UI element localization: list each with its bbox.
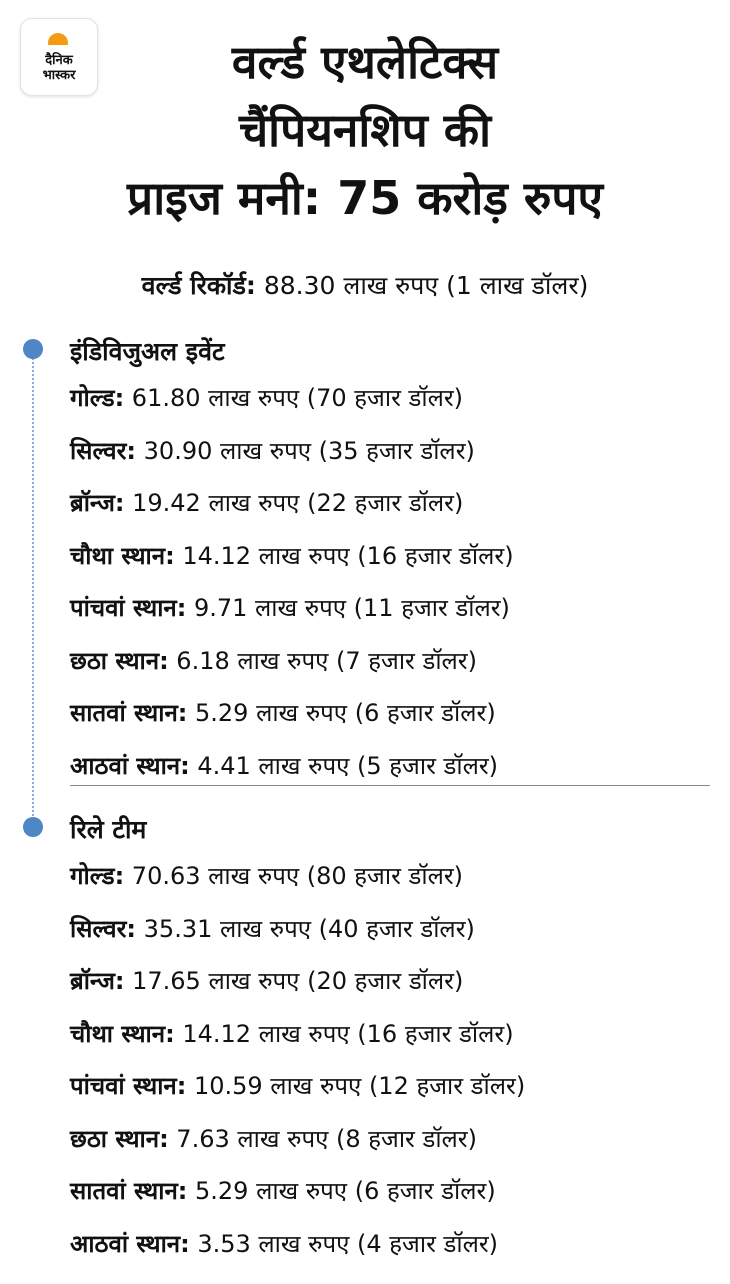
prize-value: 3.53 लाख रुपए (4 हजार डॉलर) (189, 1229, 499, 1258)
prize-value: 7.63 लाख रुपए (8 हजार डॉलर) (168, 1124, 477, 1153)
title-line-1: वर्ल्ड एथलेटिक्स (231, 35, 499, 89)
prize-value: 17.65 लाख रुपए (20 हजार डॉलर) (124, 967, 464, 995)
prize-value: 5.29 लाख रुपए (6 हजार डॉलर) (187, 699, 496, 727)
timeline-dot-icon (23, 817, 43, 837)
prize-value: 6.18 लाख रुपए (7 हजार डॉलर) (168, 646, 477, 675)
section-divider (70, 785, 710, 786)
prize-label: गोल्ड: (70, 384, 125, 412)
logo-line-1: दैनिक (45, 53, 73, 68)
section-heading: इंडिविजुअल इवेंट (70, 337, 225, 366)
prize-label: पांचवां स्थान: (70, 1072, 187, 1100)
prize-label: आठवां स्थान: (70, 1229, 190, 1258)
list-item (70, 850, 710, 903)
list-item (70, 903, 710, 956)
list-item (70, 1165, 710, 1218)
list-item (70, 582, 710, 635)
list-item (70, 687, 710, 740)
list-item (70, 530, 710, 583)
prize-label: छठा स्थान: (70, 1124, 169, 1153)
prize-value: 4.41 लाख रुपए (5 हजार डॉलर) (189, 751, 499, 780)
title-line-2: चैंपियनशिप की (238, 103, 492, 157)
list-item (70, 1113, 710, 1166)
list-item (70, 955, 710, 1008)
prize-label: आठवां स्थान: (70, 751, 190, 780)
prize-label: सातवां स्थान: (70, 1177, 188, 1205)
timeline-line (32, 350, 34, 828)
prize-value: 35.31 लाख रुपए (40 हजार डॉलर) (136, 914, 475, 943)
prize-value: 14.12 लाख रुपए (16 हजार डॉलर) (174, 541, 514, 570)
section-heading: रिले टीम (70, 815, 147, 844)
prize-label: सातवां स्थान: (70, 699, 188, 727)
relay-team-section (70, 810, 710, 1270)
list-item (70, 635, 710, 688)
list-item (70, 372, 710, 425)
timeline-dot-icon (23, 339, 43, 359)
prize-value: 9.71 लाख रुपए (11 हजार डॉलर) (186, 594, 510, 622)
list-item (70, 1218, 710, 1271)
prize-label: ब्रॉन्ज: (70, 967, 125, 995)
prize-label: चौथा स्थान: (70, 541, 175, 570)
prize-value: 10.59 लाख रुपए (12 हजार डॉलर) (186, 1072, 526, 1100)
prize-label: गोल्ड: (70, 862, 125, 890)
prize-label: पांचवां स्थान: (70, 594, 187, 622)
list-item (70, 477, 710, 530)
prize-value: 30.90 लाख रुपए (35 हजार डॉलर) (136, 436, 475, 465)
prize-label: छठा स्थान: (70, 646, 169, 675)
title-line-3: प्राइज मनी: 75 करोड़ रुपए (127, 171, 603, 225)
page-title (0, 28, 730, 232)
prize-value: 19.42 लाख रुपए (22 हजार डॉलर) (124, 489, 464, 517)
prize-label: सिल्वर: (70, 436, 137, 465)
prize-value: 61.80 लाख रुपए (70 हजार डॉलर) (124, 384, 464, 412)
prize-label: चौथा स्थान: (70, 1019, 175, 1048)
prize-value: 14.12 लाख रुपए (16 हजार डॉलर) (174, 1019, 514, 1048)
prize-label: सिल्वर: (70, 914, 137, 943)
world-record-line (0, 268, 730, 304)
list-item (70, 1008, 710, 1061)
prize-label: ब्रॉन्ज: (70, 489, 125, 517)
logo-line-2: भास्कर (42, 68, 76, 83)
world-record-value: 88.30 लाख रुपए (1 लाख डॉलर) (255, 271, 589, 300)
prize-value: 5.29 लाख रुपए (6 हजार डॉलर) (187, 1177, 496, 1205)
world-record-label: वर्ल्ड रिकॉर्ड: (141, 271, 256, 300)
individual-event-section (70, 332, 710, 792)
list-item (70, 425, 710, 478)
prize-value: 70.63 लाख रुपए (80 हजार डॉलर) (124, 862, 464, 890)
list-item (70, 1060, 710, 1113)
